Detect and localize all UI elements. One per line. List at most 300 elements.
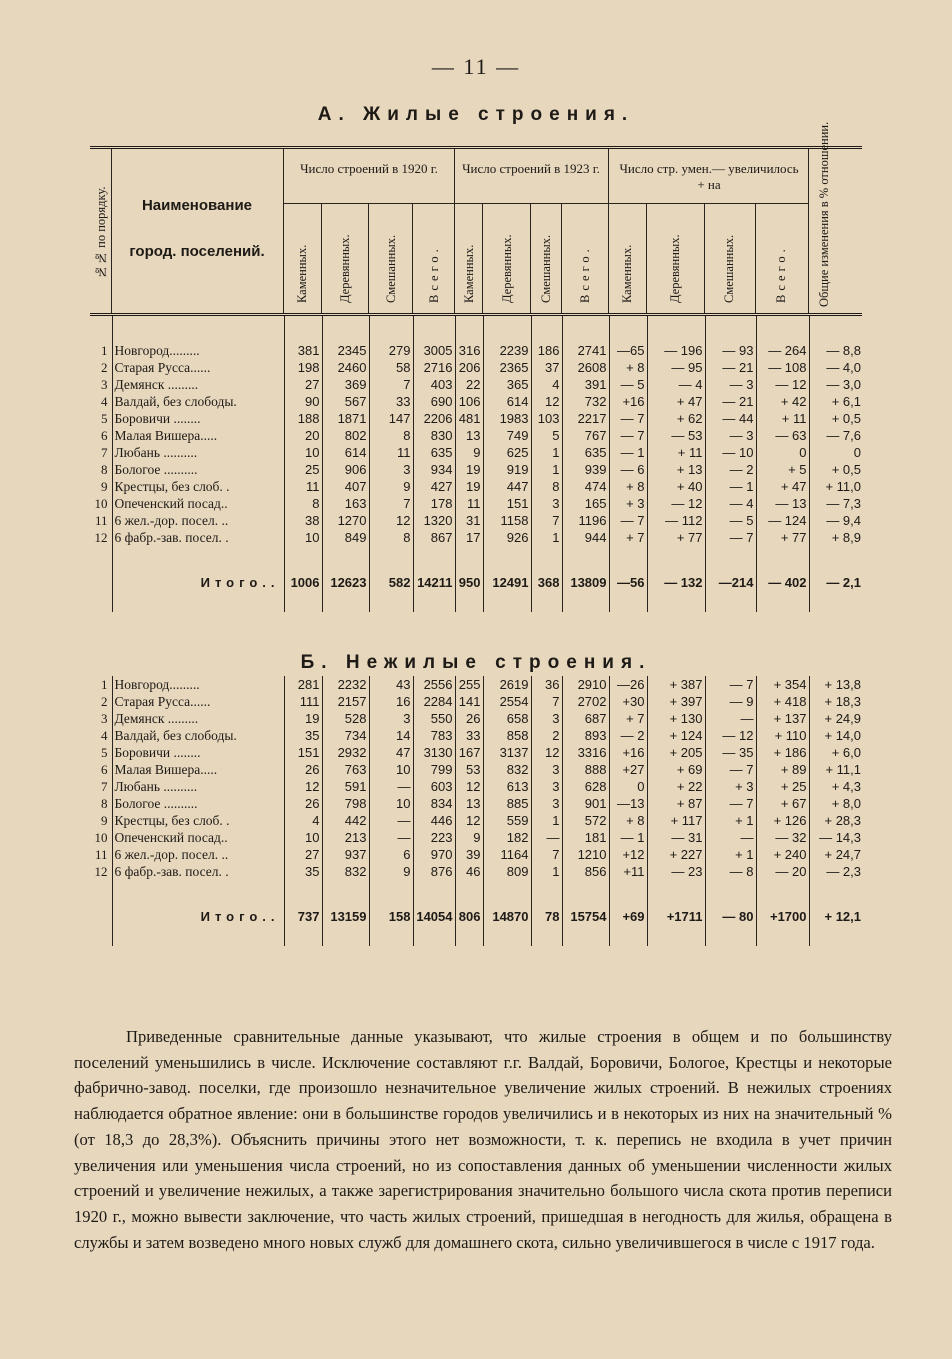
table-cell: 799 bbox=[413, 761, 455, 778]
table-row bbox=[90, 478, 863, 495]
table-cell: + 67 bbox=[756, 795, 809, 812]
table-cell: + 126 bbox=[756, 812, 809, 829]
table-cell: 2932 bbox=[322, 744, 369, 761]
settlement-name-cell: Малая Вишера..... bbox=[112, 427, 284, 444]
sub-header-stone-1920: Каменных. bbox=[295, 244, 309, 303]
table-cell: + 69 bbox=[647, 761, 705, 778]
table-row bbox=[90, 761, 863, 778]
total-cell: 368 bbox=[531, 572, 562, 594]
table-cell: 567 bbox=[322, 393, 369, 410]
table-row bbox=[90, 376, 863, 393]
table-residential-body bbox=[90, 316, 863, 612]
table-cell: —13 bbox=[609, 795, 647, 812]
table-row bbox=[90, 863, 863, 880]
table-cell: 858 bbox=[483, 727, 531, 744]
table-row bbox=[90, 846, 863, 863]
table-cell: 58 bbox=[369, 359, 413, 376]
table-cell: — 21 bbox=[705, 393, 756, 410]
table-cell: 2239 bbox=[483, 342, 531, 359]
table-cell: 442 bbox=[322, 812, 369, 829]
table-cell: 2741 bbox=[562, 342, 609, 359]
table-cell: + 22 bbox=[647, 778, 705, 795]
table-cell: 19 bbox=[455, 478, 483, 495]
total-cell: 12623 bbox=[322, 572, 369, 594]
table-cell: + 8 bbox=[609, 812, 647, 829]
table-cell: — 9,4 bbox=[809, 512, 863, 529]
table-cell: 8 bbox=[369, 427, 413, 444]
table-cell: —26 bbox=[609, 676, 647, 693]
table-cell: 19 bbox=[455, 461, 483, 478]
table-cell: — 32 bbox=[756, 829, 809, 846]
settlement-name-cell: Крестцы, без слоб. . bbox=[112, 812, 284, 829]
table-cell: 427 bbox=[413, 478, 455, 495]
settlement-name-cell: 6 фабр.-зав. посел. . bbox=[112, 863, 284, 880]
table-cell: +11 bbox=[609, 863, 647, 880]
column-group-diff: Число стр. умен.— увеличилось + на bbox=[619, 161, 799, 192]
table-cell: + 1 bbox=[705, 846, 756, 863]
table-cell: + 110 bbox=[756, 727, 809, 744]
table-cell: 316 bbox=[455, 342, 483, 359]
table-cell: 10 bbox=[94, 830, 108, 845]
sub-header-stone-diff: Каменных. bbox=[620, 244, 634, 303]
table-cell: 732 bbox=[562, 393, 609, 410]
table-cell: 8 bbox=[101, 796, 108, 811]
table-cell: 970 bbox=[413, 846, 455, 863]
table-row bbox=[90, 778, 863, 795]
sub-header-total-1920: Всего. bbox=[427, 245, 441, 303]
table-cell: + 240 bbox=[756, 846, 809, 863]
table-cell: 12 bbox=[531, 393, 562, 410]
total-cell: — 80 bbox=[705, 906, 756, 928]
section-title-a: А. Жилые строения. bbox=[317, 104, 635, 125]
table-cell: 407 bbox=[322, 478, 369, 495]
table-cell: + 6,0 bbox=[809, 744, 863, 761]
table-cell: + 117 bbox=[647, 812, 705, 829]
table-row bbox=[90, 359, 863, 376]
page-number: — 11 — bbox=[431, 54, 521, 79]
table-cell: 832 bbox=[483, 761, 531, 778]
table-cell: + 7 bbox=[609, 710, 647, 727]
table-cell: 849 bbox=[322, 529, 369, 546]
table-cell: 11 bbox=[284, 478, 322, 495]
table-cell: 481 bbox=[455, 410, 483, 427]
total-cell: +1711 bbox=[647, 906, 705, 928]
table-cell: +16 bbox=[609, 744, 647, 761]
total-cell: 15754 bbox=[562, 906, 609, 928]
table-row bbox=[90, 829, 863, 846]
table-cell: — 264 bbox=[756, 342, 809, 359]
table-cell: 151 bbox=[483, 495, 531, 512]
table-cell: — 4 bbox=[705, 495, 756, 512]
table-cell: 2910 bbox=[562, 676, 609, 693]
table-cell: + 42 bbox=[756, 393, 809, 410]
table-cell: — 31 bbox=[647, 829, 705, 846]
table-cell: — 23 bbox=[647, 863, 705, 880]
table-cell: 13 bbox=[455, 427, 483, 444]
table-nonresidential-body bbox=[90, 676, 863, 946]
table-cell: 47 bbox=[369, 744, 413, 761]
table-cell: + 8,9 bbox=[809, 529, 863, 546]
table-cell: 1196 bbox=[562, 512, 609, 529]
table-cell: 12 bbox=[455, 778, 483, 795]
table-cell: — 4,0 bbox=[809, 359, 863, 376]
table-total-row bbox=[90, 906, 863, 928]
sub-header-wood-1920: Деревянных. bbox=[338, 234, 352, 303]
table-cell: 1210 bbox=[562, 846, 609, 863]
table-cell: 43 bbox=[369, 676, 413, 693]
table-cell: + 0,5 bbox=[809, 410, 863, 427]
table-cell: 3 bbox=[531, 778, 562, 795]
table-cell: + 77 bbox=[647, 529, 705, 546]
table-cell: + 13 bbox=[647, 461, 705, 478]
table-row bbox=[90, 529, 863, 546]
table-row bbox=[90, 676, 863, 693]
sub-header-stone-1923: Каменных. bbox=[462, 244, 476, 303]
table-cell: 9 bbox=[101, 813, 108, 828]
table-cell: 165 bbox=[562, 495, 609, 512]
table-cell: 856 bbox=[562, 863, 609, 880]
body-paragraph: Приведенные сравнительные данные указывают, что жилые строения в общем и по большинству поселений уменьшились в числе. Исключение составляют г.г. Валдай, Боровичи, Бологое, Крестцы и некоторые фабрично-завод. поселки, где произошло незначительное увеличение жилых строений. В нежилых строениях наблюдается обратное явление: они в большинстве городов увеличились и в некоторых из них на значительный % (от 18,3 до 28,3%). Объяснить причины этого нет возможности, т. к. перепись не входила в учет причин увеличения или уменьшения числа строений, но из сопоставления данных об уменьшении численности жилых строений и увеличение нежилых, а также зарегистрирования значительно большого числа скота против переписи 1920 г., можно вывести заключение, что часть жилых строений, пришедшая в негодность для жилья, обращена в службы и затем возведено много новых служб для домашнего скота, сильно увеличившегося в числе с 1917 года. bbox=[74, 1027, 892, 1252]
table-cell: — 1 bbox=[705, 478, 756, 495]
table-cell: + 6,1 bbox=[809, 393, 863, 410]
table-cell: + 137 bbox=[756, 710, 809, 727]
table-cell: 255 bbox=[455, 676, 483, 693]
table-cell: 901 bbox=[562, 795, 609, 812]
table-cell: + 5 bbox=[756, 461, 809, 478]
table-cell: 26 bbox=[455, 710, 483, 727]
total-cell: 582 bbox=[369, 572, 413, 594]
total-cell: —214 bbox=[705, 572, 756, 594]
table-cell: 181 bbox=[562, 829, 609, 846]
table-cell: 1 bbox=[531, 863, 562, 880]
table-cell: — 63 bbox=[756, 427, 809, 444]
total-cell: 13159 bbox=[322, 906, 369, 928]
settlement-name-cell: Демянск ......... bbox=[112, 376, 284, 393]
table-cell: 7 bbox=[531, 846, 562, 863]
table-cell: — 124 bbox=[756, 512, 809, 529]
table-cell: — bbox=[705, 829, 756, 846]
table-cell: + 62 bbox=[647, 410, 705, 427]
table-cell: 635 bbox=[413, 444, 455, 461]
total-cell: — 402 bbox=[756, 572, 809, 594]
table-cell: +27 bbox=[609, 761, 647, 778]
table-cell: 0 bbox=[609, 778, 647, 795]
table-cell: 3130 bbox=[413, 744, 455, 761]
table-cell: 3137 bbox=[483, 744, 531, 761]
table-cell: 206 bbox=[455, 359, 483, 376]
table-cell: 223 bbox=[413, 829, 455, 846]
table-cell: 27 bbox=[284, 846, 322, 863]
settlement-name-cell: Новгород......... bbox=[112, 342, 284, 359]
table-cell: 381 bbox=[284, 342, 322, 359]
settlement-name-cell: Бологое .......... bbox=[112, 461, 284, 478]
table-cell: 830 bbox=[413, 427, 455, 444]
table-cell: 5 bbox=[101, 745, 108, 760]
table-cell: 7 bbox=[531, 512, 562, 529]
table-cell: 39 bbox=[455, 846, 483, 863]
table-cell: 178 bbox=[413, 495, 455, 512]
table-cell: 734 bbox=[322, 727, 369, 744]
table-row bbox=[90, 710, 863, 727]
table-cell: 937 bbox=[322, 846, 369, 863]
settlement-name-cell: Старая Русса...... bbox=[112, 693, 284, 710]
table-cell: + 186 bbox=[756, 744, 809, 761]
table-cell: + 397 bbox=[647, 693, 705, 710]
table-row bbox=[90, 427, 863, 444]
table-cell: 2206 bbox=[413, 410, 455, 427]
table-cell: — 7,3 bbox=[809, 495, 863, 512]
table-cell: 19 bbox=[284, 710, 322, 727]
table-cell: 1158 bbox=[483, 512, 531, 529]
table-cell: — 8,8 bbox=[809, 342, 863, 359]
table-cell: 603 bbox=[413, 778, 455, 795]
table-residential bbox=[90, 316, 863, 612]
table-cell: + 227 bbox=[647, 846, 705, 863]
table-cell: + 24,9 bbox=[809, 710, 863, 727]
table-cell: — 108 bbox=[756, 359, 809, 376]
table-cell: 12 bbox=[94, 864, 108, 879]
total-cell: 1006 bbox=[284, 572, 322, 594]
table-cell: 2345 bbox=[322, 342, 369, 359]
table-cell: 3 bbox=[101, 711, 108, 726]
table-cell: 25 bbox=[284, 461, 322, 478]
table-cell: + 8 bbox=[609, 359, 647, 376]
table-cell: 11 bbox=[94, 847, 108, 862]
table-cell: — 3,0 bbox=[809, 376, 863, 393]
table-cell: 1983 bbox=[483, 410, 531, 427]
table-cell: 33 bbox=[369, 393, 413, 410]
table-cell: — 112 bbox=[647, 512, 705, 529]
table-cell: + 11,1 bbox=[809, 761, 863, 778]
table-cell: 14 bbox=[369, 727, 413, 744]
table-cell: + 13,8 bbox=[809, 676, 863, 693]
table-cell: 944 bbox=[562, 529, 609, 546]
table-cell: 10 bbox=[284, 444, 322, 461]
table-cell: 934 bbox=[413, 461, 455, 478]
settlement-name-cell: Боровичи ........ bbox=[112, 744, 284, 761]
table-cell: 11 bbox=[94, 513, 108, 528]
table-cell: — bbox=[369, 812, 413, 829]
table-cell: — 7,6 bbox=[809, 427, 863, 444]
total-cell: 14870 bbox=[483, 906, 531, 928]
table-cell: + 8,0 bbox=[809, 795, 863, 812]
table-cell: 4 bbox=[531, 376, 562, 393]
table-cell: — 12 bbox=[647, 495, 705, 512]
table-cell: 12 bbox=[94, 530, 108, 545]
table-cell: + 18,3 bbox=[809, 693, 863, 710]
table-cell: 13 bbox=[455, 795, 483, 812]
table-cell: + 205 bbox=[647, 744, 705, 761]
settlement-name-cell: Любань .......... bbox=[112, 444, 284, 461]
table-cell: — bbox=[531, 829, 562, 846]
table-total-row bbox=[90, 572, 863, 594]
sub-header-wood-diff: Деревянных. bbox=[668, 234, 682, 303]
table-cell: + 11 bbox=[756, 410, 809, 427]
table-cell: 3 bbox=[101, 377, 108, 392]
table-row bbox=[90, 744, 863, 761]
table-cell: 11 bbox=[369, 444, 413, 461]
table-cell: 7 bbox=[369, 376, 413, 393]
table-cell: 35 bbox=[284, 863, 322, 880]
settlement-name-cell: Бологое .......... bbox=[112, 795, 284, 812]
table-cell: — 3 bbox=[705, 376, 756, 393]
table-cell: 10 bbox=[94, 496, 108, 511]
table-cell: 1 bbox=[101, 677, 108, 692]
table-cell: 33 bbox=[455, 727, 483, 744]
total-cell: 950 bbox=[455, 572, 483, 594]
table-cell: 528 bbox=[322, 710, 369, 727]
table-cell: 614 bbox=[483, 393, 531, 410]
table-cell: + 7 bbox=[609, 529, 647, 546]
table-cell: — 9 bbox=[705, 693, 756, 710]
table-cell: + 3 bbox=[609, 495, 647, 512]
table-cell: + 418 bbox=[756, 693, 809, 710]
table-cell: — bbox=[369, 829, 413, 846]
total-cell: 14054 bbox=[413, 906, 455, 928]
table-cell: 16 bbox=[369, 693, 413, 710]
table-nonresidential bbox=[90, 676, 863, 946]
table-cell: 0 bbox=[756, 444, 809, 461]
table-cell: 11 bbox=[455, 495, 483, 512]
table-row bbox=[90, 461, 863, 478]
table-cell: 8 bbox=[369, 529, 413, 546]
table-cell: 1164 bbox=[483, 846, 531, 863]
table-cell: — 1 bbox=[609, 829, 647, 846]
table-cell: — 12 bbox=[756, 376, 809, 393]
table-cell: 614 bbox=[322, 444, 369, 461]
table-cell: 141 bbox=[455, 693, 483, 710]
settlement-name-cell: Любань .......... bbox=[112, 778, 284, 795]
table-cell: 369 bbox=[322, 376, 369, 393]
settlement-name-cell: Валдай, без слободы. bbox=[112, 727, 284, 744]
sub-header-mixed-diff: Смешанных. bbox=[722, 234, 736, 303]
table-cell: 1270 bbox=[322, 512, 369, 529]
total-label: Итого.. bbox=[112, 572, 284, 594]
table-cell: 3316 bbox=[562, 744, 609, 761]
table-cell: + 40 bbox=[647, 478, 705, 495]
section-title-b: Б. Нежилые строения. bbox=[300, 652, 652, 673]
sub-header-total-diff: Всего. bbox=[774, 245, 788, 303]
table-cell: 213 bbox=[322, 829, 369, 846]
table-cell: 9 bbox=[369, 863, 413, 880]
table-cell: 90 bbox=[284, 393, 322, 410]
table-cell: 35 bbox=[284, 727, 322, 744]
table-cell: 2460 bbox=[322, 359, 369, 376]
settlement-name-cell: Малая Вишера..... bbox=[112, 761, 284, 778]
table-cell: — 95 bbox=[647, 359, 705, 376]
table-cell: + 89 bbox=[756, 761, 809, 778]
table-cell: 572 bbox=[562, 812, 609, 829]
table-cell: 9 bbox=[369, 478, 413, 495]
total-label: Итого.. bbox=[112, 906, 284, 928]
column-group-1920: Число строений в 1920 г. bbox=[300, 161, 438, 176]
table-cell: 2 bbox=[101, 360, 108, 375]
table-cell: 9 bbox=[101, 479, 108, 494]
table-cell: 279 bbox=[369, 342, 413, 359]
table-cell: 893 bbox=[562, 727, 609, 744]
total-cell: +69 bbox=[609, 906, 647, 928]
total-cell: —56 bbox=[609, 572, 647, 594]
table-cell: 749 bbox=[483, 427, 531, 444]
table-cell: 31 bbox=[455, 512, 483, 529]
table-cell: 103 bbox=[531, 410, 562, 427]
table-cell: 690 bbox=[413, 393, 455, 410]
table-cell: 5 bbox=[531, 427, 562, 444]
table-cell: — 5 bbox=[609, 376, 647, 393]
table-cell: 447 bbox=[483, 478, 531, 495]
table-cell: 2157 bbox=[322, 693, 369, 710]
table-cell: 22 bbox=[455, 376, 483, 393]
table-cell: 111 bbox=[284, 693, 322, 710]
table-cell: 2554 bbox=[483, 693, 531, 710]
table-cell: 1 bbox=[531, 529, 562, 546]
sub-header-wood-1923: Деревянных. bbox=[500, 234, 514, 303]
table-cell: 6 bbox=[101, 428, 108, 443]
table-cell: 167 bbox=[455, 744, 483, 761]
sub-header-mixed-1920: Смешанных. bbox=[384, 234, 398, 303]
table-cell: 46 bbox=[455, 863, 483, 880]
table-cell: 559 bbox=[483, 812, 531, 829]
settlement-name-cell: Опеченский посад.. bbox=[112, 829, 284, 846]
table-cell: + 130 bbox=[647, 710, 705, 727]
table-cell: 687 bbox=[562, 710, 609, 727]
table-cell: 906 bbox=[322, 461, 369, 478]
table-cell: + 8 bbox=[609, 478, 647, 495]
table-cell: 802 bbox=[322, 427, 369, 444]
table-cell: 9 bbox=[455, 829, 483, 846]
table-cell: — 4 bbox=[647, 376, 705, 393]
table-cell: 53 bbox=[455, 761, 483, 778]
table-cell: + 47 bbox=[647, 393, 705, 410]
table-cell: 12 bbox=[531, 744, 562, 761]
table-cell: — 1 bbox=[609, 444, 647, 461]
table-cell: + 124 bbox=[647, 727, 705, 744]
table-header bbox=[90, 121, 862, 316]
table-row bbox=[90, 495, 863, 512]
table-cell: + 3 bbox=[705, 778, 756, 795]
table-cell: 12 bbox=[369, 512, 413, 529]
table-cell: 4 bbox=[101, 394, 108, 409]
table-cell: 188 bbox=[284, 410, 322, 427]
table-cell: 8 bbox=[284, 495, 322, 512]
table-cell: 147 bbox=[369, 410, 413, 427]
table-cell: 2556 bbox=[413, 676, 455, 693]
table-cell: 3 bbox=[531, 795, 562, 812]
total-cell: + 12,1 bbox=[809, 906, 863, 928]
table-cell: + 87 bbox=[647, 795, 705, 812]
table-cell: 8 bbox=[101, 462, 108, 477]
table-cell: 1 bbox=[531, 812, 562, 829]
settlement-name-cell: Новгород......... bbox=[112, 676, 284, 693]
table-cell: — 21 bbox=[705, 359, 756, 376]
table-cell: + 47 bbox=[756, 478, 809, 495]
table-cell: 9 bbox=[455, 444, 483, 461]
table-row bbox=[90, 393, 863, 410]
table-cell: 3 bbox=[531, 761, 562, 778]
table-cell: — bbox=[369, 778, 413, 795]
table-cell: 1320 bbox=[413, 512, 455, 529]
total-cell: 78 bbox=[531, 906, 562, 928]
table-cell: — 2 bbox=[705, 461, 756, 478]
table-cell: 26 bbox=[284, 795, 322, 812]
table-cell: — 35 bbox=[705, 744, 756, 761]
table-cell: 658 bbox=[483, 710, 531, 727]
table-cell: 798 bbox=[322, 795, 369, 812]
table-cell: 919 bbox=[483, 461, 531, 478]
table-cell: 446 bbox=[413, 812, 455, 829]
table-cell: 3 bbox=[369, 710, 413, 727]
table-cell: 1 bbox=[531, 461, 562, 478]
